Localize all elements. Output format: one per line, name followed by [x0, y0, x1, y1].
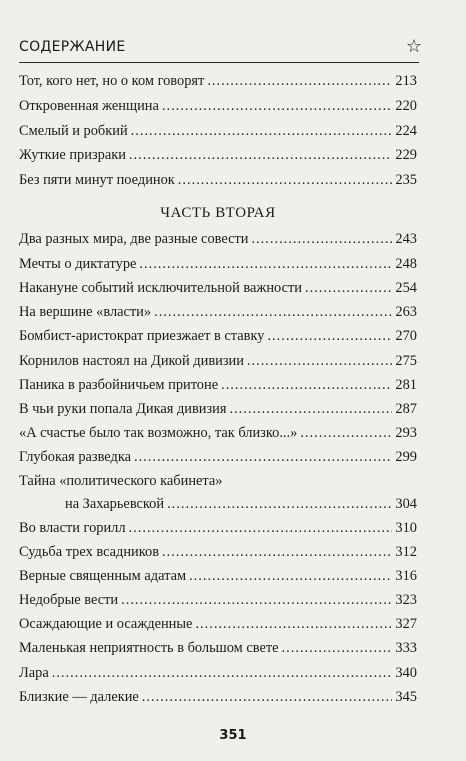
leader-dots	[251, 231, 392, 248]
leader-dots	[267, 328, 392, 345]
toc-entry-title: Бомбист-аристократ приезжает в ставку	[19, 328, 265, 344]
toc-entry-title: Откровенная женщина	[19, 98, 159, 114]
toc-entry-page: 340	[395, 665, 417, 681]
toc-entry-page: 310	[395, 520, 417, 536]
toc-entry-page: 304	[395, 496, 417, 512]
toc-entry	[19, 280, 417, 300]
leader-dots	[207, 73, 392, 90]
toc-entry-title: Во власти горилл	[19, 520, 126, 536]
leader-dots	[300, 425, 392, 442]
toc-entry-title: Близкие — далекие	[19, 689, 139, 705]
toc-entry-title-continuation: на Захарьевской	[65, 496, 165, 512]
toc-entry	[19, 449, 417, 469]
toc-entry-title: В чьи руки попала Дикая дивизия	[19, 401, 227, 417]
header-title: СОДЕРЖАНИЕ	[19, 39, 126, 55]
toc-entry-title: На вершине «власти»	[19, 304, 152, 320]
leader-dots	[178, 172, 393, 189]
toc-entry	[19, 73, 417, 93]
header-rule	[19, 62, 419, 63]
toc-entry	[19, 256, 417, 276]
toc-entry	[19, 304, 417, 324]
toc-entry-title: Смелый и робкий	[19, 123, 128, 139]
leader-dots	[189, 568, 392, 585]
toc-entry-page: 345	[395, 689, 417, 705]
toc-entry-page: 213	[395, 73, 417, 89]
leader-dots	[129, 147, 392, 164]
leader-dots	[131, 123, 393, 140]
toc-entry-page: 333	[395, 640, 417, 656]
toc-entry-title: Тот, кого нет, но о ком говорят	[19, 73, 205, 89]
toc-entry-title: Судьба трех всадников	[19, 544, 160, 560]
toc-entry-page: 275	[395, 353, 417, 369]
leader-dots	[121, 592, 392, 609]
toc-entry-title: Корнилов настоял на Дикой дивизии	[19, 353, 244, 369]
toc-entry	[19, 425, 417, 445]
star-outline-icon: ☆	[405, 36, 422, 57]
toc-entry-title: Верные священным адатам	[19, 568, 187, 584]
leader-dots	[247, 353, 393, 370]
toc-entry	[19, 377, 417, 397]
leader-dots	[282, 640, 393, 657]
toc-entry	[19, 665, 417, 685]
toc-entry	[19, 401, 417, 421]
toc-entry-title: Лара	[19, 665, 49, 681]
leader-dots	[129, 520, 393, 537]
toc-entry-page: 293	[395, 425, 417, 441]
toc-entry	[19, 640, 417, 660]
toc-entry	[19, 123, 417, 143]
running-header	[19, 36, 422, 59]
toc-entry-page: 270	[395, 328, 417, 344]
toc-entry-page: 220	[395, 98, 417, 114]
toc-entry-title: Осаждающие и осажденные	[19, 616, 193, 632]
toc-entry	[19, 231, 417, 251]
toc-entry-page: 287	[395, 401, 417, 417]
toc-entry	[19, 147, 417, 167]
toc-entry-page: 323	[395, 592, 417, 608]
leader-dots	[305, 280, 392, 297]
toc-entry-title: Глубокая разведка	[19, 449, 131, 465]
toc-entry-title: Без пяти минут поединок	[19, 172, 175, 188]
toc-entry-page: 327	[395, 616, 417, 632]
leader-dots	[134, 449, 392, 466]
leader-dots	[52, 665, 393, 682]
section-title: ЧАСТЬ ВТОРАЯ	[160, 205, 276, 221]
toc-entry	[19, 353, 417, 373]
toc-entry-page: 312	[395, 544, 417, 560]
toc-entry-page: 316	[395, 568, 417, 584]
toc-entry-page: 229	[395, 147, 417, 163]
leader-dots	[167, 496, 392, 513]
toc-entry-page: 254	[395, 280, 417, 296]
toc-entry-page: 281	[395, 377, 417, 393]
leader-dots	[139, 256, 392, 273]
toc-entry-page: 248	[395, 256, 417, 272]
leader-dots	[221, 377, 392, 394]
toc-entry	[19, 328, 417, 348]
toc-entry-page: 263	[395, 304, 417, 320]
leader-dots	[195, 616, 392, 633]
leader-dots	[162, 544, 392, 561]
toc-entry-title: Два разных мира, две разные совести	[19, 231, 249, 247]
toc-entry	[65, 496, 417, 516]
toc-entry-title: Тайна «политического кабинета»	[19, 473, 223, 489]
toc-entry-page: 235	[395, 172, 417, 188]
toc-entry	[19, 616, 417, 636]
toc-entry-title: Накануне событий исключительной важности	[19, 280, 302, 296]
toc-entry	[19, 520, 417, 540]
toc-entry-title: Недобрые вести	[19, 592, 119, 608]
page-number: 351	[219, 728, 247, 743]
toc-entry-page: 299	[395, 449, 417, 465]
toc-entry	[19, 592, 417, 612]
toc-entry	[19, 98, 417, 118]
toc-entry-title: Мечты о диктатуре	[19, 256, 137, 272]
toc-entry	[19, 689, 417, 709]
toc-entry-page: 224	[395, 123, 417, 139]
toc-entry	[19, 172, 417, 192]
leader-dots	[154, 304, 392, 321]
leader-dots	[162, 98, 393, 115]
toc-entry-title: Паника в разбойничьем притоне	[19, 377, 219, 393]
leader-dots	[142, 689, 393, 706]
toc-entry-page: 243	[395, 231, 417, 247]
toc-entry	[19, 544, 417, 564]
toc-entry-title: Маленькая неприятность в большом свете	[19, 640, 279, 656]
toc-entry-title: Жуткие призраки	[19, 147, 126, 163]
toc-entry	[19, 568, 417, 588]
toc-entry-title: «А счастье было так возможно, так близко...»	[19, 425, 298, 441]
leader-dots	[229, 401, 392, 418]
